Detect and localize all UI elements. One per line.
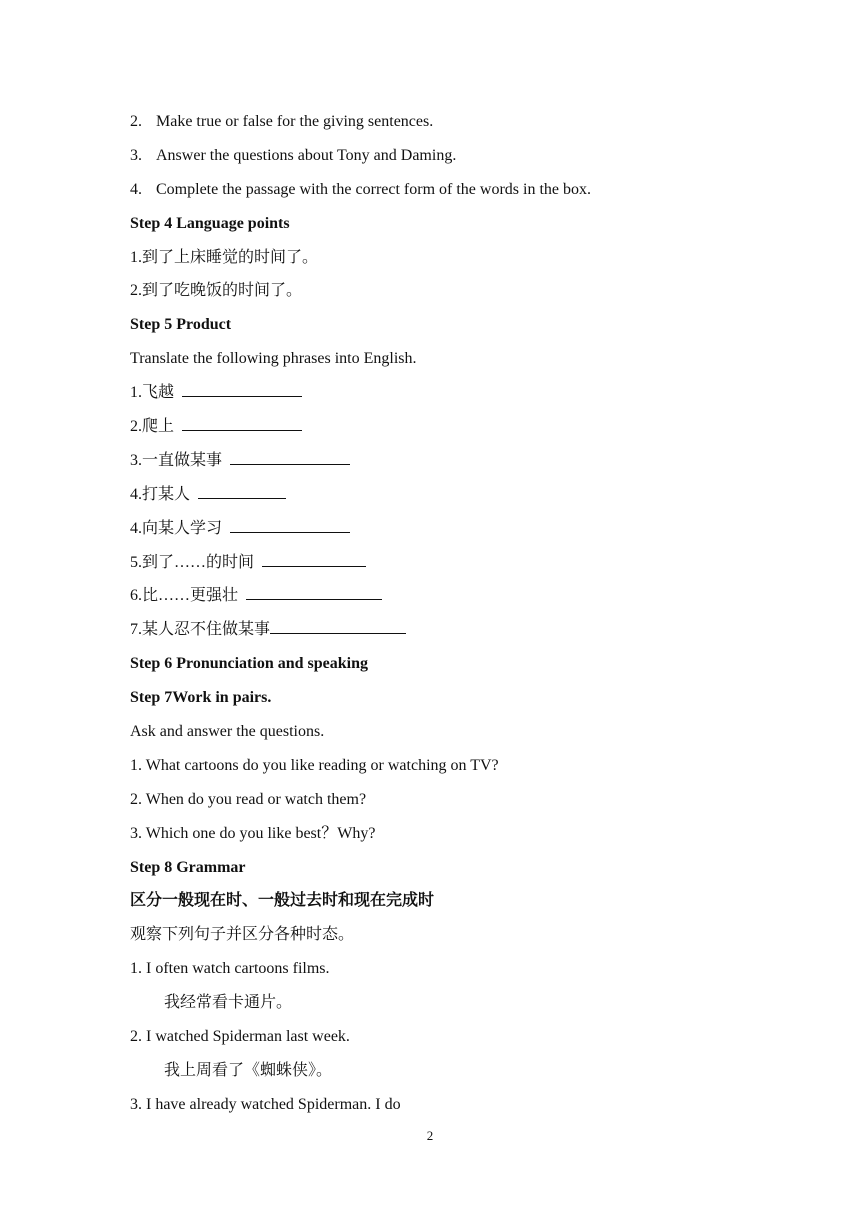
phrase-item — [130, 546, 770, 580]
question-item: 3. Which one do you like best？Why? — [130, 824, 376, 842]
answer-blank[interactable] — [182, 414, 302, 431]
task-number: 4. — [130, 180, 142, 198]
example-sentence-zh: 我经常看卡通片。 — [164, 994, 293, 1012]
phrase-item — [130, 410, 770, 444]
answer-blank[interactable] — [262, 550, 366, 567]
phrase-item — [130, 579, 770, 613]
page-content — [130, 105, 770, 1122]
example-sentence-zh: 我上周看了《蜘蛛侠》。 — [164, 1061, 333, 1079]
step6-heading: Step 6 Pronunciation and speaking — [130, 655, 368, 673]
step5-instruction: Translate the following phrases into English. — [130, 350, 417, 368]
step8-instruction: 观察下列句子并区分各种时态。 — [130, 926, 355, 944]
example-sentence-en: 2. I watched Spiderman last week. — [130, 1028, 350, 1046]
phrase-item — [130, 444, 770, 478]
question-item: 1. What cartoons do you like reading or watching on TV? — [130, 756, 499, 774]
phrase-text: 5.到了……的时间 — [130, 553, 255, 571]
question-item: 2. When do you read or watch them? — [130, 790, 367, 808]
answer-blank[interactable] — [270, 617, 406, 634]
language-point: 2.到了吃晚饭的时间了。 — [130, 282, 303, 300]
task-number: 3. — [130, 146, 142, 164]
step7-heading: Step 7Work in pairs. — [130, 689, 272, 707]
task-text: Answer the questions about Tony and Daming. — [156, 146, 457, 164]
example-sentence-en: 1. I often watch cartoons films. — [130, 960, 330, 978]
answer-blank[interactable] — [246, 583, 382, 600]
phrase-text: 1.飞越 — [130, 384, 175, 402]
phrase-item — [130, 376, 770, 410]
step5-heading: Step 5 Product — [130, 316, 232, 334]
answer-blank[interactable] — [230, 448, 350, 465]
phrase-text: 4.向某人学习 — [130, 519, 223, 537]
phrase-item — [130, 478, 770, 512]
task-item — [130, 139, 770, 173]
language-point: 1.到了上床睡觉的时间了。 — [130, 248, 319, 266]
phrase-text: 3.一直做某事 — [130, 451, 223, 469]
step8-heading: Step 8 Grammar — [130, 858, 246, 876]
page-number: 2 — [426, 1128, 434, 1143]
phrase-text: 4.打某人 — [130, 485, 191, 503]
step7-instruction: Ask and answer the questions. — [130, 723, 325, 741]
answer-blank[interactable] — [230, 516, 350, 533]
step4-heading: Step 4 Language points — [130, 214, 290, 232]
task-item — [130, 173, 770, 207]
task-item — [130, 105, 770, 139]
phrase-item — [130, 512, 770, 546]
answer-blank[interactable] — [182, 380, 302, 397]
task-text: Complete the passage with the correct form of the words in the box. — [156, 180, 591, 198]
step8-subheading: 区分一般现在时、一般过去时和现在完成时 — [130, 892, 435, 910]
task-number: 2. — [130, 113, 142, 130]
example-sentence-en: 3. I have already watched Spiderman. I do — [130, 1095, 401, 1113]
phrase-item — [130, 613, 770, 647]
task-text: Make true or false for the giving sentences. — [156, 113, 434, 130]
phrase-text: 2.爬上 — [130, 418, 175, 436]
phrase-text: 6.比……更强壮 — [130, 587, 239, 605]
phrase-text: 7.某人忍不住做某事 — [130, 621, 271, 639]
answer-blank[interactable] — [198, 482, 286, 499]
